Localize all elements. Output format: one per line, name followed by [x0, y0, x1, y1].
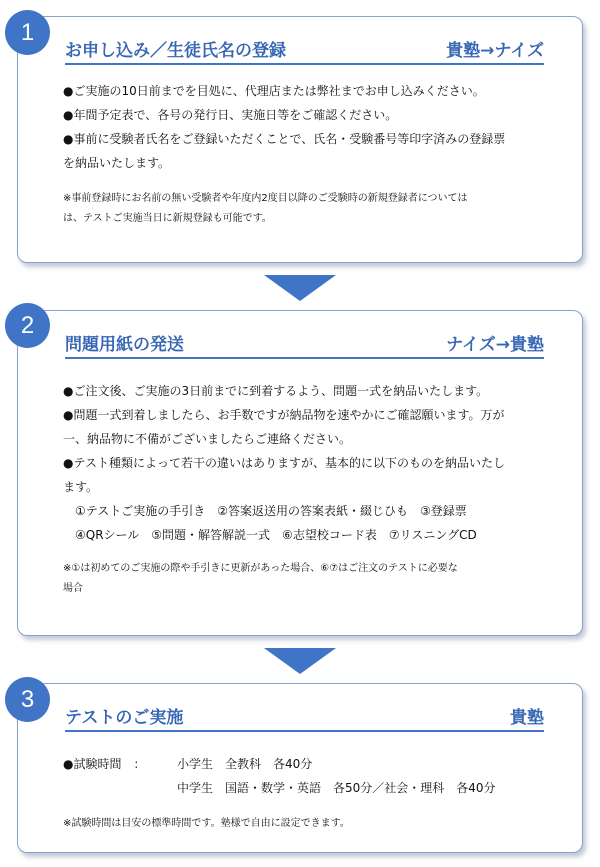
step-1-header	[65, 35, 544, 65]
step-3-note: ※試験時間は目安の標準時間です。塾様で自由に設定できます。	[63, 818, 350, 829]
step-2-title: 問題用紙の発送	[65, 335, 184, 355]
step-1-line: ●ご実施の10日前までを目処に、代理店または弊社までお申し込みください。	[63, 84, 485, 98]
step-3-body	[63, 752, 554, 834]
step-2-badge: 2	[5, 303, 50, 348]
step-3-header	[65, 702, 544, 732]
exam-time-label: ●試験時間 ：	[63, 757, 146, 771]
exam-time-junior-high: 中学生 国語・数学・英語 各50分／社会・理科 各40分	[177, 781, 496, 795]
step-1-line: ●年間予定表で、各号の発行日、実施日等をご確認ください。	[63, 108, 398, 122]
step-2-line: 一、納品物に不備がございましたらご連絡ください。	[63, 432, 352, 446]
step-2-line: ●テスト種類によって若干の違いはありますが、基本的に以下のものを納品いたし	[63, 456, 505, 470]
step-1-flow: 貴塾→ナイズ	[446, 41, 544, 61]
step-1-card	[17, 16, 583, 263]
exam-time-row	[63, 752, 554, 776]
exam-time-row	[63, 776, 554, 800]
step-1-badge: 1	[5, 10, 50, 55]
step-1-line: ●事前に受験者氏名をご登録いただくことで、氏名・受験番号等印字済みの登録票	[63, 132, 506, 146]
exam-time-elementary: 小学生 全教科 各40分	[177, 757, 313, 771]
step-3-card	[17, 683, 583, 853]
down-arrow-icon	[264, 275, 336, 301]
step-1-note: は、テストご実施当日に新規登録も可能です。	[63, 213, 272, 224]
step-3-title: テストのご実施	[65, 708, 184, 728]
step-2-flow: ナイズ→貴塾	[446, 335, 544, 355]
step-1-line: を納品いたします。	[63, 156, 171, 170]
step-1-body	[63, 79, 554, 229]
step-2-line: ます。	[63, 480, 99, 494]
step-2-item: ①テストご実施の手引き ②答案返送用の答案表紙・綴じひも ③登録票	[75, 504, 467, 518]
step-1-note: ※事前登録時にお名前の無い受験者や年度内2度目以降のご受験時の新規登録者については	[63, 193, 468, 204]
step-2-item: ④QRシール ⑤問題・解答解説一式 ⑥志望校コード表 ⑦リスニングCD	[75, 528, 477, 542]
step-2-line: ●問題一式到着しましたら、お手数ですが納品物を速やかにご確認願います。万が	[63, 408, 505, 422]
step-3-flow: 貴塾	[510, 708, 544, 728]
step-2-card	[17, 310, 583, 636]
step-3-badge: 3	[5, 677, 50, 722]
step-1-title: お申し込み／生徒氏名の登録	[65, 41, 286, 61]
step-2-note: 場合	[63, 583, 83, 594]
step-2-note: ※①は初めてのご実施の際や手引きに更新があった場合、⑥⑦はご注文のテストに必要な	[63, 563, 458, 574]
step-2-header	[65, 329, 544, 359]
step-2-body	[63, 379, 554, 599]
step-2-line: ●ご注文後、ご実施の3日前までに到着するよう、問題一式を納品いたします。	[63, 384, 489, 398]
down-arrow-icon	[264, 648, 336, 674]
